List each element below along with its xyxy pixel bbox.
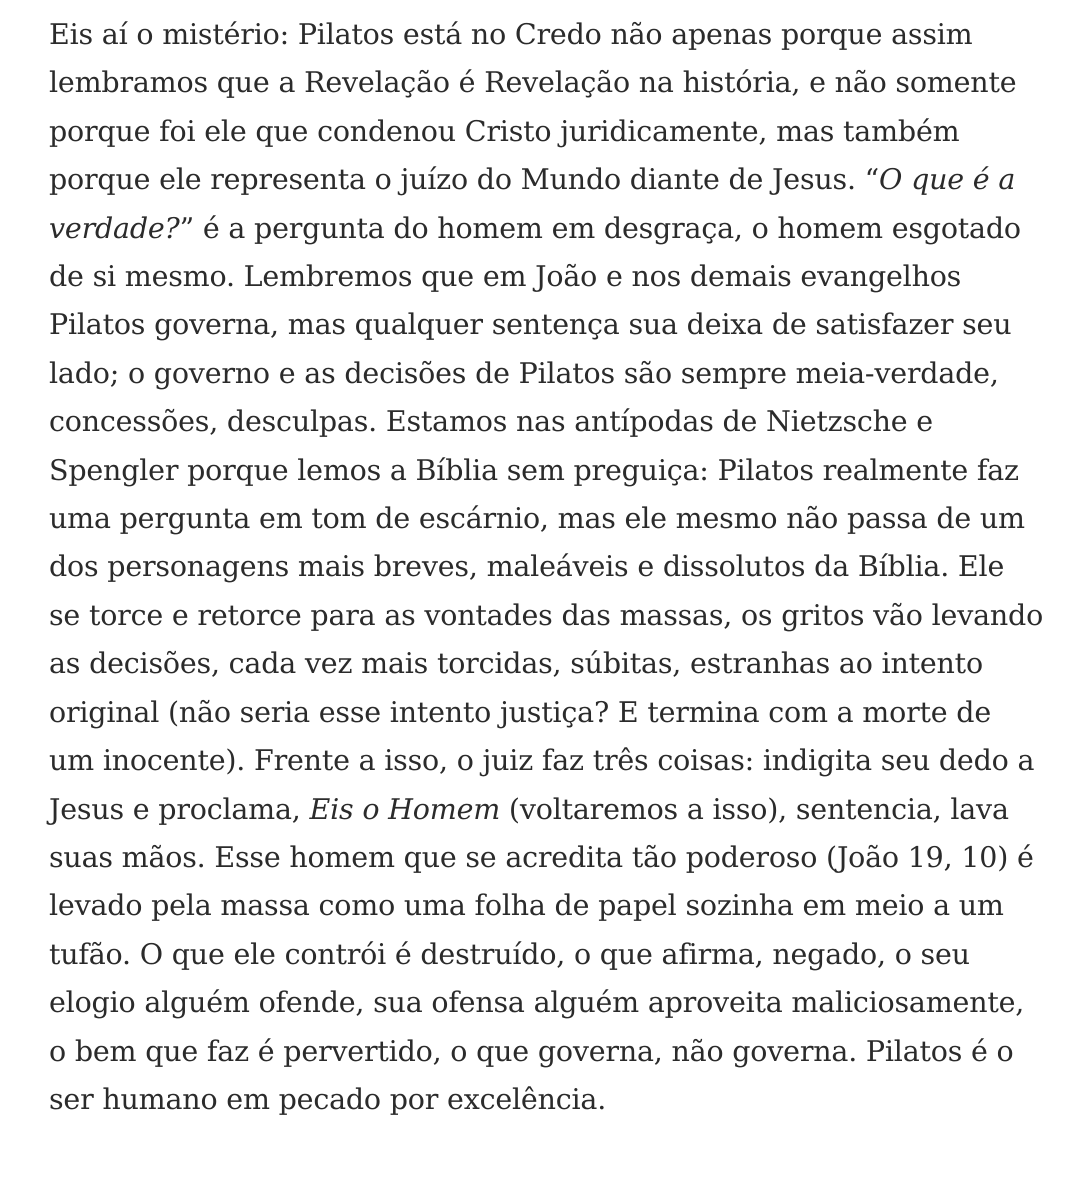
italic-quote-what-is-truth: O que é a verdade? — [49, 163, 1016, 245]
italic-ecce-homo: Eis o Homem — [309, 792, 501, 826]
text-segment-middle: ” é a pergunta do homem em desgraça, o homem esgotado de si mesmo. Lembremos que em João e nos demais evangelhos Pilatos governa, mas qualquer sentença sua deixa de satisfazer seu lado; o governo e as decisões de Pilatos são sempre meia-verdade, concessões, desculpas. Estamos nas antípodas de Nietzsche e Spengler porque lemos a Bíblia sem preguiça: Pilatos realmente faz uma pergunta em tom de escárnio, mas ele mesmo não passa de um dos personagens mais breves, maleáveis e dissolutos da Bíblia. Ele se torce e retorce para as vontades das massas, os gritos vão levando as decisões, cada vez mais torcidas, súbitas, estranhas ao intento original (não seria esse intento justiça? E termina com a morte de um inocente). Frente a isso, o juiz faz três coisas: indigita seu dedo a Jesus e proclama, — [49, 211, 1044, 826]
paragraph-pilatos — [49, 11, 1044, 1124]
article-body — [49, 11, 1044, 1124]
text-segment-intro: Eis aí o mistério: Pilatos está no Credo não apenas porque assim lembramos que a Revelação é Revelação na história, e não somente porque foi ele que condenou Cristo juridicamente, mas também porque ele representa o juízo do Mundo diante de Jesus. “ — [49, 18, 1017, 197]
text-segment-ending: (voltaremos a isso), sentencia, lava suas mãos. Esse homem que se acredita tão poderoso (João 19, 10) é levado pela massa como uma folha de papel sozinha em meio a um tufão. O que ele contrói é destruído, o que afirma, negado, o seu elogio alguém ofende, sua ofensa alguém aproveita maliciosamente, o bem que faz é pervertido, o que governa, não governa. Pilatos é o ser humano em pecado por excelência. — [49, 792, 1034, 1116]
